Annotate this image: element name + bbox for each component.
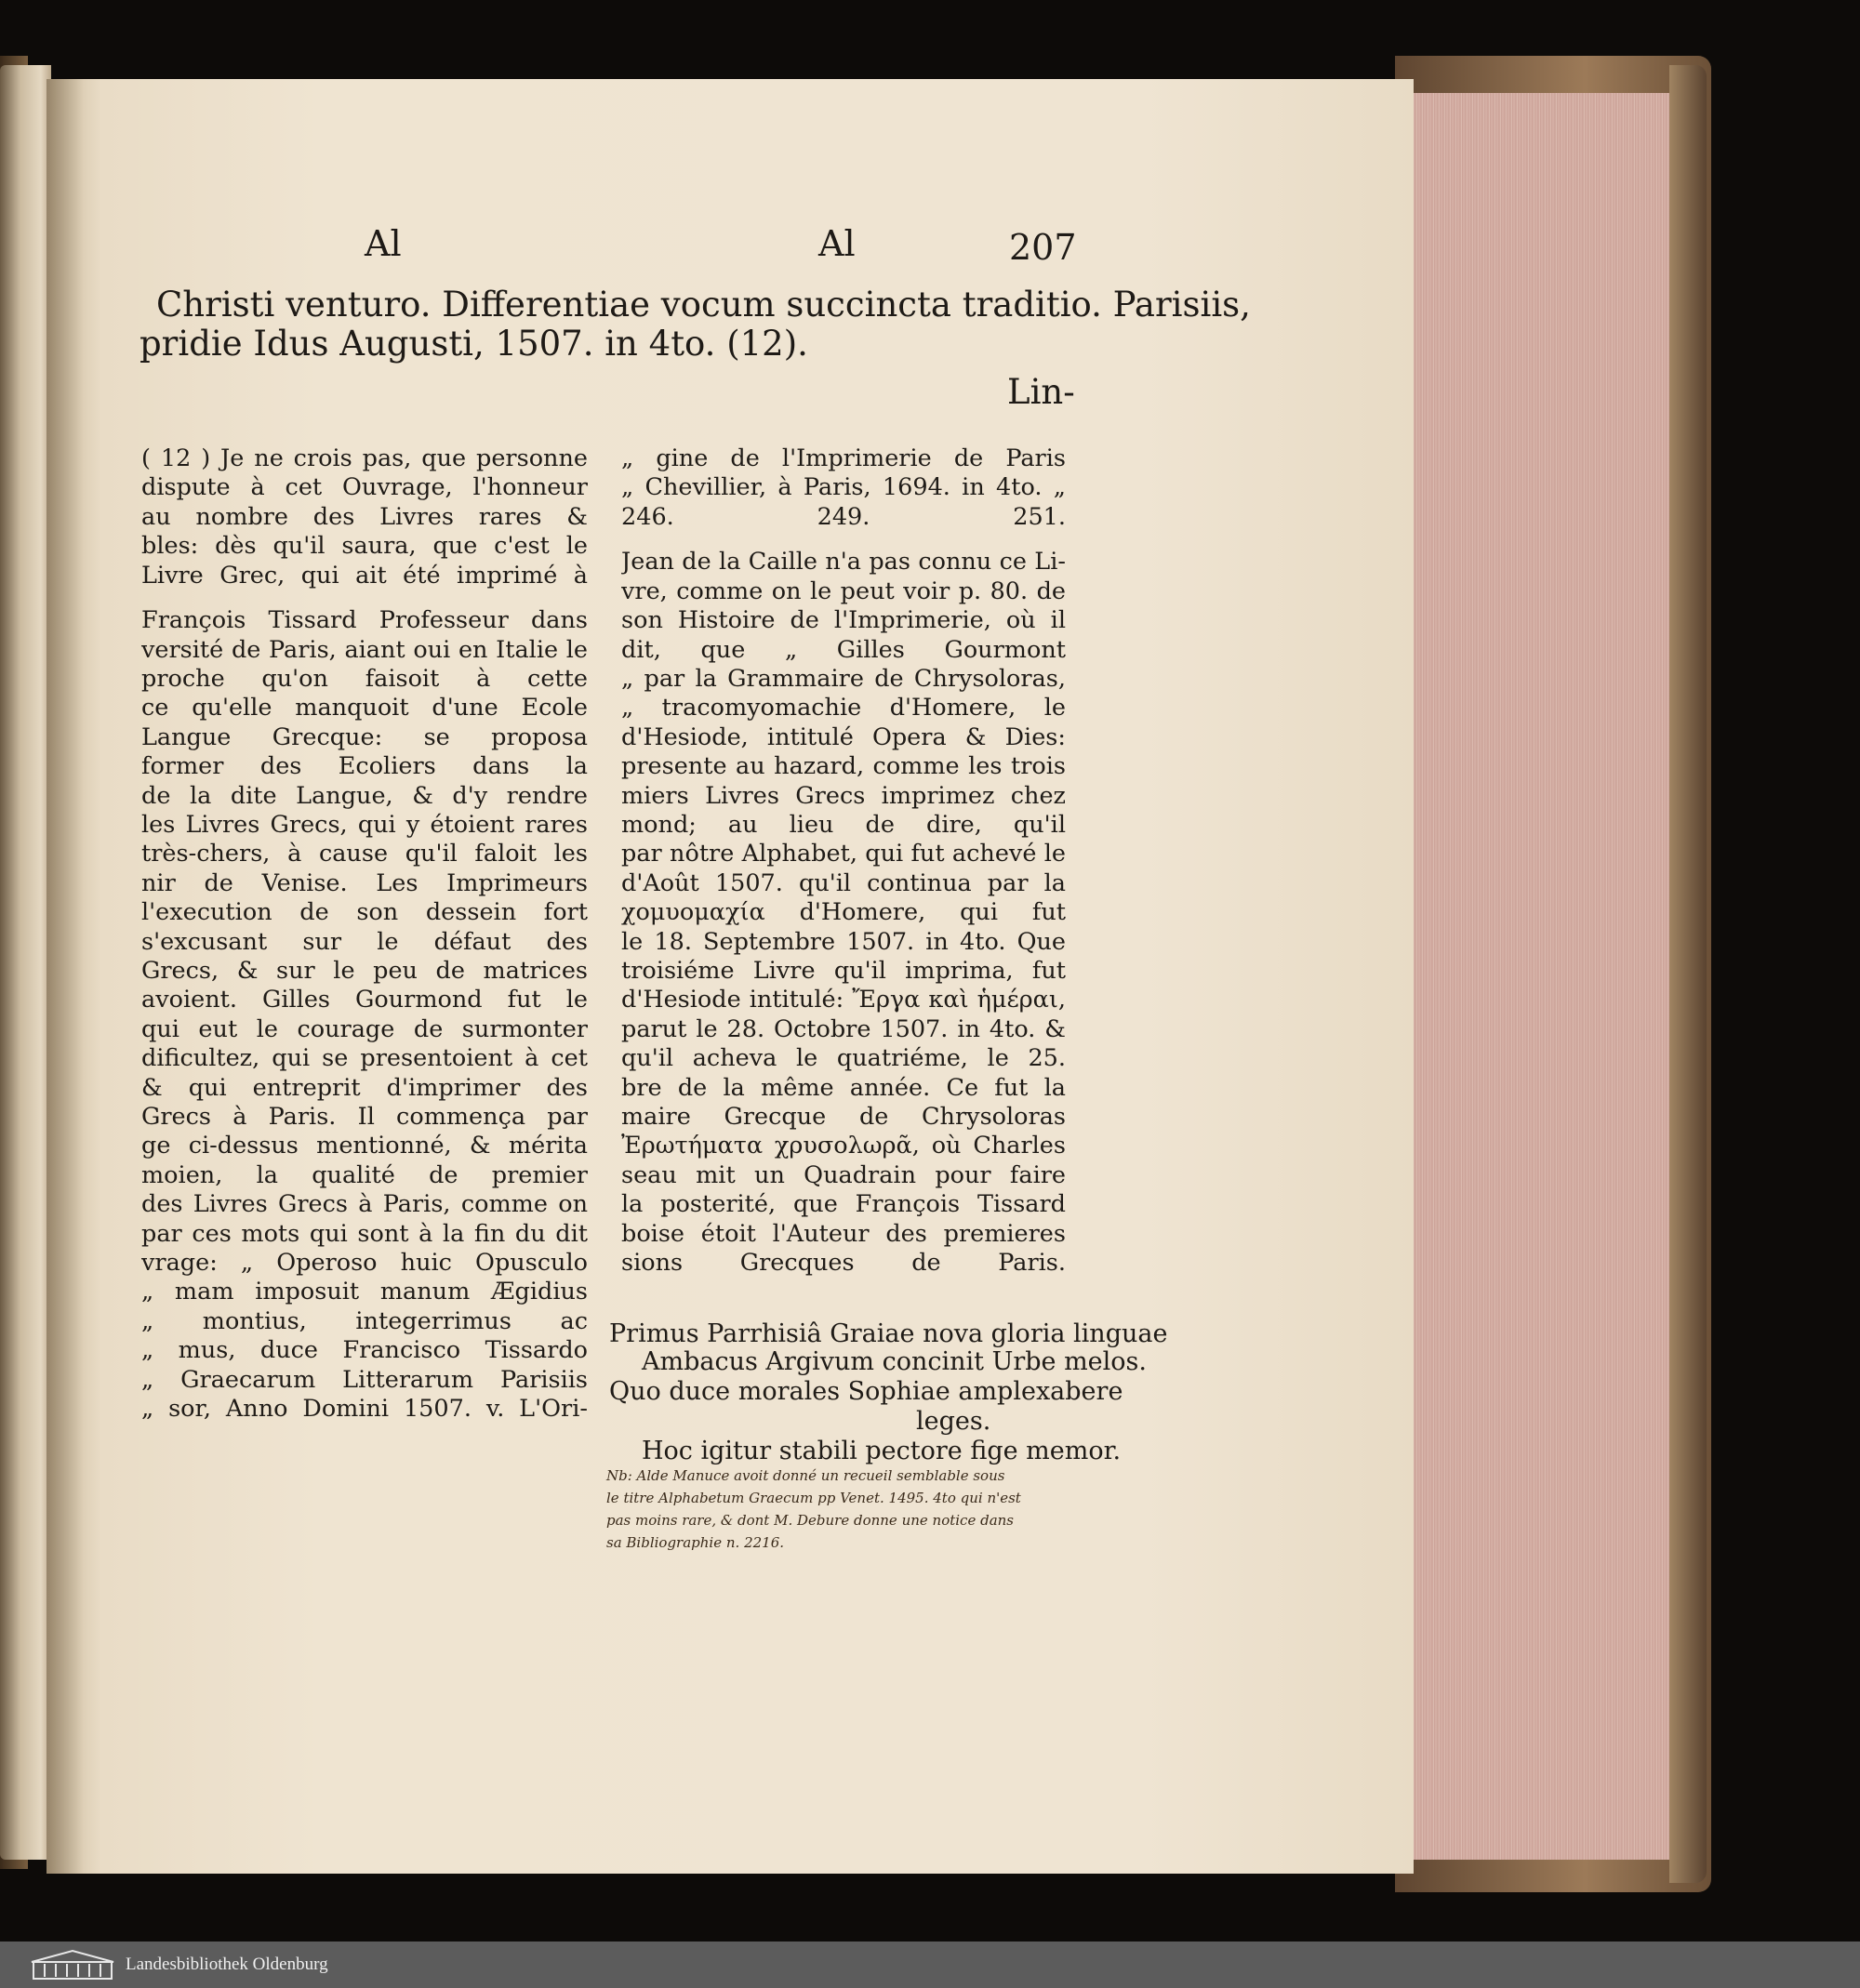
leftcol-line: vrage: „ Operoso huic Opusculo <box>141 1249 588 1278</box>
leftcol-line: des Livres Grecs à Paris, comme on <box>141 1190 588 1219</box>
leftcol-line: Langue Grecque: se proposa <box>141 722 588 751</box>
leftcol-line: très-chers, à cause qu'il faloit les <box>141 840 588 868</box>
leftcol-line: ce qu'elle manquoit d'une Ecole <box>141 694 588 722</box>
leftcol-line: avoient. Gilles Gourmond fut le <box>141 986 588 1014</box>
leftcol-line: „ mam imposuit manum Ægidius <box>141 1278 588 1306</box>
library-name: Landesbibliothek Oldenburg <box>126 1955 328 1974</box>
leftcol-line: & qui entreprit d'imprimer des <box>141 1073 588 1102</box>
rightcol-line: boise étoit l'Auteur des premieres <box>621 1219 1066 1248</box>
leftcol-line: Grecs à Paris. Il commença par <box>141 1103 588 1132</box>
leftcol-line: „ montius, integerrimus ac <box>141 1306 588 1335</box>
leftcol-line: ( 12 ) Je ne crois pas, que personne <box>141 444 588 472</box>
leftcol-line: au nombre des Livres rares & <box>141 502 588 531</box>
book-fore-edge <box>1406 93 1681 1860</box>
handwritten-note-line-3: pas moins rare, & dont M. Debure donne une notice dans <box>606 1512 1015 1529</box>
rightcol-line: „ gine de l'Imprimerie de Paris <box>621 444 1066 472</box>
gutter-shadow <box>46 79 84 1874</box>
rightcol-line: parut le 28. Octobre 1507. in 4to. & <box>621 1014 1066 1043</box>
leftcol-line: former des Ecoliers dans la <box>141 752 588 781</box>
leftcol-line: „ Graecarum Litterarum Parisiis <box>141 1365 588 1394</box>
rightcol-line: dit, que „ Gilles Gourmont <box>621 635 1066 664</box>
leftcol-line: les Livres Grecs, qui y étoient rares <box>141 811 588 840</box>
rightcol-line: le 18. Septembre 1507. in 4to. Que <box>621 927 1066 956</box>
rightcol-line: „ par la Grammaire de Chrysoloras, <box>621 665 1066 694</box>
leftcol-line: „ sor, Anno Domini 1507. v. L'Ori- <box>141 1395 588 1424</box>
verse-line: Primus Parrhisiâ Graiae nova gloria linguae <box>609 1319 1168 1348</box>
page-number: 207 <box>1009 227 1077 268</box>
handwritten-note-line-4: sa Bibliographie n. 2216. <box>606 1534 785 1551</box>
rightcol-line: „ tracomyomachie d'Homere, le <box>621 694 1066 722</box>
leftcol-line: s'excusant sur le défaut des <box>141 927 588 956</box>
catchword: Lin- <box>1007 372 1075 412</box>
leftcol-line: de la dite Langue, & d'y rendre <box>141 781 588 810</box>
leftcol-line: Grecs, & sur le peu de matrices <box>141 957 588 986</box>
rightcol-line: d'Août 1507. qu'il continua par la <box>621 868 1066 897</box>
leftcol-line: François Tissard Professeur dans <box>141 606 588 635</box>
rightcol-line: mond; au lieu de dire, qu'il <box>621 811 1066 840</box>
rightcol-line: sions Grecques de Paris. <box>621 1249 1066 1278</box>
leftcol-line: „ mus, duce Francisco Tissardo <box>141 1336 588 1365</box>
verse-line: Quo duce morales Sophiae amplexabere <box>609 1377 1123 1406</box>
rightcol-line: par nôtre Alphabet, qui fut achevé le <box>621 840 1066 868</box>
handwritten-note-line-2: le titre Alphabetum Graecum pp Venet. 1495. 4to qui n'est <box>606 1490 1021 1506</box>
rightcol-line: vre, comme on le peut voir p. 80. de <box>621 577 1066 605</box>
leftcol-line: ge ci-dessus mentionné, & mérita <box>141 1132 588 1160</box>
leftcol-line: nir de Venise. Les Imprimeurs <box>141 868 588 897</box>
rightcol-line: „ Chevillier, à Paris, 1694. in 4to. „ <box>621 473 1066 502</box>
rightcol-line: 246. 249. 251. <box>621 502 1066 531</box>
rightcol-line: Ἐρωτήματα χρυσολωρᾶ, où Charles <box>621 1132 1066 1160</box>
header-left: Al <box>365 223 402 264</box>
handwritten-note-line-1: Nb: Alde Manuce avoit donné un recueil semblable sous <box>606 1467 1005 1484</box>
verse-line: leges. <box>916 1407 991 1436</box>
leftcol-line: l'execution de son dessein fort <box>141 898 588 927</box>
verse-line: Ambacus Argivum concinit Urbe melos. <box>642 1347 1147 1376</box>
leftcol-line: moien, la qualité de premier <box>141 1160 588 1189</box>
title-line-1: Christi venturo. Differentiae vocum succincta traditio. Parisiis, <box>156 285 1251 325</box>
leftcol-line: par ces mots qui sont à la fin du dit <box>141 1219 588 1248</box>
leftcol-line: Livre Grec, qui ait été imprimé à <box>141 561 588 590</box>
left-page-edge <box>0 65 51 1860</box>
leftcol-line: bles: dès qu'il saura, que c'est le <box>141 532 588 561</box>
rightcol-line: son Histoire de l'Imprimerie, où il <box>621 606 1066 635</box>
header-center: Al <box>818 223 856 264</box>
rightcol-line: troisiéme Livre qu'il imprima, fut <box>621 957 1066 986</box>
rightcol-line: presente au hazard, comme les trois <box>621 752 1066 781</box>
verse-line: Hoc igitur stabili pectore fige memor. <box>642 1437 1122 1465</box>
rightcol-line: Jean de la Caille n'a pas connu ce Li- <box>621 548 1066 577</box>
rightcol-line: d'Hesiode, intitulé Opera & Dies: <box>621 722 1066 751</box>
leftcol-line: versité de Paris, aiant oui en Italie le <box>141 635 588 664</box>
footer-bar <box>0 1942 1860 1988</box>
rightcol-line: maire Grecque de Chrysoloras <box>621 1103 1066 1132</box>
rightcol-line: χομυομαχία d'Homere, qui fut <box>621 898 1066 927</box>
rightcol-line: la posterité, que François Tissard <box>621 1190 1066 1219</box>
rightcol-line: bre de la même année. Ce fut la <box>621 1073 1066 1102</box>
title-line-2: pridie Idus Augusti, 1507. in 4to. (12). <box>140 324 808 364</box>
rightcol-line: miers Livres Grecs imprimez chez <box>621 781 1066 810</box>
leftcol-line: proche qu'on faisoit à cette <box>141 665 588 694</box>
rightcol-line: seau mit un Quadrain pour faire <box>621 1160 1066 1189</box>
library-building-icon <box>28 1949 117 1981</box>
cover-spine-edge <box>1669 65 1707 1883</box>
leftcol-line: dispute à cet Ouvrage, l'honneur <box>141 473 588 502</box>
leftcol-line: qui eut le courage de surmonter <box>141 1014 588 1043</box>
rightcol-line: qu'il acheva le quatriéme, le 25. <box>621 1044 1066 1073</box>
leftcol-line: dificultez, qui se presentoient à cet <box>141 1044 588 1073</box>
rightcol-line: d'Hesiode intitulé: Ἔργα καὶ ἡμέραι, <box>621 986 1066 1014</box>
